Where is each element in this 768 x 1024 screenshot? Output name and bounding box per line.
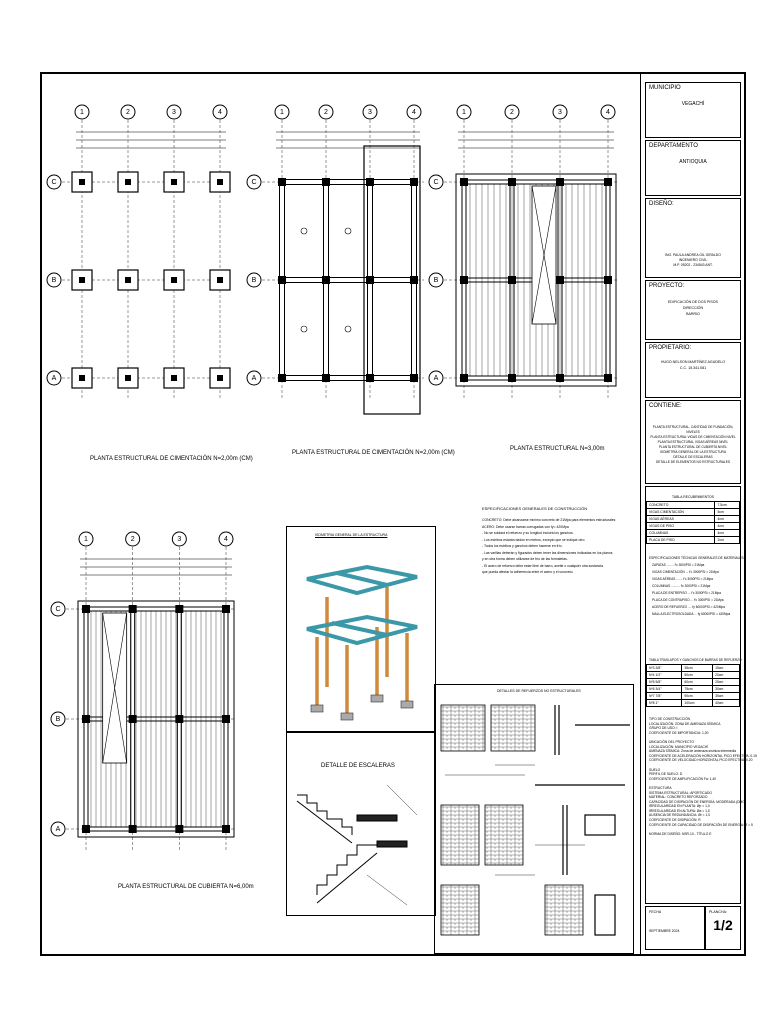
materials-lines	[646, 562, 740, 618]
propietario-lines	[646, 359, 740, 371]
note-line: PERFIL DE SUELO: D	[649, 772, 683, 777]
plancha-label: PLANCHA:	[709, 910, 727, 914]
column	[217, 277, 223, 283]
axis-label: 1	[80, 108, 84, 116]
table-cell: Nº7 7/8"	[647, 693, 682, 700]
propietario-line: HUGO NELSON MARTÍNEZ AGUDELO	[660, 360, 726, 364]
column	[278, 276, 286, 284]
note-line: MATERIAL: CONCRETO REFORZADO	[649, 795, 708, 800]
proyecto-lines	[646, 299, 740, 317]
note-line: COEFICIENTE DE IMPORTANCIA: 1,00	[649, 730, 709, 735]
column	[278, 178, 286, 186]
diseno-line: INGENIERO CIVIL	[678, 258, 708, 262]
table-cell: VIGAS CIMENTACIÓN	[647, 509, 715, 516]
column	[460, 374, 468, 382]
notes-lines	[646, 717, 757, 836]
column	[410, 374, 418, 382]
axis-label: A	[55, 825, 61, 833]
column	[222, 605, 230, 613]
note-line: COEFICIENTE DE DISIPACIÓN: R	[649, 818, 701, 823]
spec-line: ACERO: Debe usarse barras corrugadas con fy= 420Mpa	[482, 524, 569, 529]
column	[217, 179, 223, 185]
table-cell: 30cm	[713, 686, 740, 693]
note-line: ESTRUCTURA	[649, 785, 672, 790]
stairs-drawing	[287, 775, 435, 915]
table-row	[647, 693, 740, 700]
spec-line: - Las varillas deberán y figurados deben tener las dimensiones indicadas en los planos	[482, 550, 613, 555]
municipio-box	[645, 82, 741, 138]
table-row	[647, 679, 740, 686]
axis-label: 1	[280, 108, 284, 116]
spec-line: - Los estribos estarán dados en metros, excepto que se indique otro.	[482, 537, 586, 542]
plancha-box	[705, 906, 741, 950]
diseno-label: DISEÑO:	[649, 201, 674, 207]
recub-title: TABLA RECUBRIMIENTOS	[672, 495, 714, 499]
axis-label: 2	[126, 108, 130, 116]
axis-label: A	[251, 374, 257, 382]
contiene-line: ISOMETRÍA GENERAL DE LA ESTRUCTURA	[660, 450, 726, 454]
slab-mark	[345, 326, 351, 332]
column	[82, 605, 90, 613]
note-line: IRREGULARIDAD EN PLANTA: Øp = 1,0	[649, 804, 710, 809]
column	[175, 825, 183, 833]
slab-mark	[301, 228, 307, 234]
note-line: SISTEMA ESTRUCTURAL: APORTICADO	[649, 790, 712, 795]
axis-label: 3	[177, 535, 182, 543]
drawing-sheet	[40, 72, 757, 956]
diseno-line: ING. PAULA ANDREA GIL GIRALDO	[665, 253, 721, 257]
contiene-line: PLANTA ESTRUCTURAL, CANTIDAD DE FUNDACIÓN, NIVELES	[652, 425, 734, 434]
note-line: CAPACIDAD DE DISIPACIÓN DE ENERGÍA: MODERADA (DMO)	[649, 799, 746, 804]
contiene-line: PLANTA ESTRUCTURAL DE CUBIERTA NIVEL	[658, 445, 728, 449]
table-cell: 100cm	[682, 700, 713, 707]
note-line: LOCALIZACIÓN: MUNICIPIO VEGACHÍ	[649, 744, 709, 749]
contiene-lines	[646, 425, 740, 465]
column	[222, 825, 230, 833]
plan-4-title: PLANTA ESTRUCTURAL DE CUBIERTA N=6,00m	[118, 884, 254, 890]
table-cell: VIGAS AÉREAS	[647, 516, 715, 523]
table-cell: 2cm	[715, 537, 740, 544]
note-line: IRREGULARIDAD EN ALTURA: Øa = 1,0	[649, 808, 710, 813]
propietario-label: PROPIETARIO:	[649, 345, 692, 351]
spec-line: - No se soldará el refuerzo y su longitud incluirá los ganchos.	[482, 531, 574, 535]
column	[222, 715, 230, 723]
material-line: VIGAS AÉREAS ....... f'c 3000PSI = 21Mpa	[652, 577, 713, 581]
propietario-line: C.C. 15.341.081	[679, 366, 707, 370]
contiene-label: CONTIENE:	[649, 403, 682, 409]
note-line: AUSENCIA DE REDUNDANCIA: Ør = 1,0	[649, 813, 711, 818]
table-cell: 35cm	[713, 693, 740, 700]
material-line: PLACA DE CONTRAPISO ... f'c 3000PSI = 21Mpa	[652, 598, 724, 602]
note-line: AMENAZA SÍSMICA: Zona de amenaza sísmica intermedia	[649, 749, 737, 754]
column	[125, 277, 131, 283]
table-row	[647, 509, 740, 516]
tables-box	[645, 486, 757, 904]
material-line: PLACA DE ENTREPISO ... f'c 3000PSI = 21Mpa	[652, 591, 721, 595]
column	[125, 375, 131, 381]
beam	[279, 180, 417, 185]
contiene-line: PLANTA ESTRUCTURAL VIGAS DE CIMENTACIÓN NIVEL	[650, 435, 736, 439]
axis-label: 2	[510, 108, 514, 116]
recub-table	[646, 501, 740, 544]
table-cell: VIGAS DE PISO	[647, 523, 715, 530]
column	[129, 715, 137, 723]
material-line: ACERO DE REFUERZO .... fy 60000PSI = 420Mpa	[652, 605, 725, 609]
table-cell: 20cm	[713, 672, 740, 679]
diseno-line: M.P. 05202 - 234543 ANT.	[673, 263, 713, 267]
spec-line: y en otra forma deben utilizarse de frío de las formaletas.	[482, 557, 568, 561]
proyecto-line: DIRECCIÓN	[682, 306, 704, 310]
table-cell: CONCRETO	[647, 502, 715, 509]
beam	[83, 827, 229, 831]
spec-line: CONCRETO: Debe alcanzarse mínimo concreto de 21Mpa para elementos estructurales	[482, 518, 616, 522]
table-cell: 90cm	[682, 693, 713, 700]
column	[322, 178, 330, 186]
axis-label: C	[51, 178, 57, 186]
table-row	[647, 686, 740, 693]
note-line: GRUPO DE USO: I	[649, 726, 678, 731]
table-row	[647, 537, 740, 544]
table-row	[647, 665, 740, 672]
axis-label: B	[251, 276, 257, 284]
axis-label: 2	[324, 108, 328, 116]
proyecto-line: EDIFICACIÓN DE DOS PISOS	[668, 300, 718, 304]
column	[366, 178, 374, 186]
column	[278, 374, 286, 382]
table-row	[647, 700, 740, 707]
diseno-box	[645, 198, 741, 278]
axis-label: B	[51, 276, 57, 284]
column	[460, 178, 468, 186]
column	[217, 375, 223, 381]
municipio-value: VEGACHÍ	[681, 101, 705, 107]
stairs-panel	[286, 732, 436, 916]
table-cell: 5cm	[715, 509, 740, 516]
axis-label: A	[433, 374, 439, 382]
spec-line: - Todos los estribos y ganchos deben hacerse en frío.	[482, 544, 563, 548]
material-line: ZAPATAS ........ f'c 3000PSI = 21Mpa	[652, 563, 705, 567]
column	[175, 715, 183, 723]
note-line: UBICACIÓN DEL PROYECTO	[649, 739, 694, 744]
spec-line: que pueda afectar la adherencia entre el acero y el concreto.	[482, 570, 574, 574]
table-cell: 4cm	[715, 523, 740, 530]
departamento-value: ANTIOQUIA	[679, 159, 707, 165]
table-cell: 50cm	[682, 672, 713, 679]
departamento-box	[645, 140, 741, 196]
note-line: NORMA DE DISEÑO: NSR-10 - TÍTULO E	[649, 831, 712, 836]
table-cell: 4cm	[715, 516, 740, 523]
contiene-line: DETALLE DE ELEMENTOS NO ESTRUCTURALES	[655, 460, 731, 464]
municipio-label: MUNICIPIO	[649, 85, 681, 91]
column	[322, 276, 330, 284]
specifications-block	[482, 506, 632, 576]
column	[366, 276, 374, 284]
diseno-lines	[646, 253, 740, 268]
plan-2-title: PLANTA ESTRUCTURAL DE CIMENTACIÓN N=2,00m (CM)	[292, 450, 455, 456]
departamento-label: DEPARTAMENTO	[649, 143, 698, 149]
axis-label: 2	[130, 535, 135, 543]
note-line: SUELO	[649, 767, 661, 772]
column	[171, 277, 177, 283]
note-line: COEFICIENTE DE ACELERACIÓN HORIZONTAL PICO EFECTIVA: 0.15	[649, 753, 757, 758]
table-cell: 60cm	[682, 679, 713, 686]
column	[322, 374, 330, 382]
column	[460, 276, 468, 284]
plancha-value: 1/2	[713, 917, 733, 933]
axis-label: 3	[558, 108, 562, 116]
beam	[83, 607, 229, 611]
propietario-box	[645, 342, 741, 398]
table-cell: Nº4 1/2"	[647, 672, 682, 679]
column	[82, 715, 90, 723]
note-line: COEFICIENTE DE VELOCIDAD HORIZONTAL PICO EFECTIVA: 0.20	[649, 758, 753, 763]
column	[604, 374, 612, 382]
reinforcement-title: DETALLES DE REFUERZOS NO ESTRUCTURALES	[497, 689, 581, 693]
column	[410, 178, 418, 186]
axis-label: 4	[218, 108, 222, 116]
table-cell: 25cm	[713, 679, 740, 686]
contiene-line: PLANTA ESTRUCTURAL VIGAS AÉREAS NIVEL	[657, 440, 729, 444]
specs-lines	[482, 517, 632, 576]
axis-label: C	[55, 605, 61, 613]
column	[125, 179, 131, 185]
column	[82, 825, 90, 833]
column	[171, 179, 177, 185]
fecha-value: SEPTIEMBRE 2024	[649, 929, 680, 933]
axis-label: B	[433, 276, 439, 284]
column	[129, 825, 137, 833]
column	[79, 375, 85, 381]
note-line: LOCALIZACIÓN: ZONA DE AMENAZA SÍSMICA	[649, 721, 721, 726]
isometric-title: ISOMETRIA GENERAL DE LA ESTRUCTURA	[315, 533, 388, 537]
table-cell: PLACA DE PISO	[647, 537, 715, 544]
fecha-box	[645, 906, 705, 950]
axis-label: 4	[224, 535, 228, 543]
table-cell: 4cm	[715, 530, 740, 537]
table-cell: Nº6 3/4"	[647, 686, 682, 693]
axis-label: 1	[84, 535, 88, 543]
proyecto-label: PROYECTO:	[649, 283, 685, 289]
isometric-panel	[286, 526, 436, 732]
plan-1-title: PLANTA ESTRUCTURAL DE CIMENTACIÓN N=2,00m (CM)	[90, 456, 253, 462]
axis-label: B	[55, 715, 61, 723]
column	[79, 277, 85, 283]
axis-label: C	[433, 178, 439, 186]
axis-label: A	[51, 374, 57, 382]
materials-title: ESPECIFICACIONES TÉCNICAS GENERALES DE MATERIALES	[649, 556, 744, 560]
table-cell: Nº3 3/8"	[647, 665, 682, 672]
column	[604, 178, 612, 186]
stairs-title: DETALLE DE ESCALERAS	[321, 763, 395, 769]
table-row	[647, 672, 740, 679]
column	[175, 605, 183, 613]
proyecto-line: BARRIO	[686, 312, 700, 316]
table-cell: Nº5 5/8"	[647, 679, 682, 686]
table-cell: COLUMNAS	[647, 530, 715, 537]
beam	[461, 180, 611, 184]
beam	[279, 278, 417, 283]
plan-3-title: PLANTA ESTRUCTURAL N=3,00m	[510, 446, 605, 452]
fecha-label: FECHA	[649, 910, 662, 914]
splice-title: TABLA TRASLAPOS Y GANCHOS DE BARRAS DE REFUERZO	[649, 658, 742, 662]
axis-label: C	[251, 178, 257, 186]
material-line: MALLA ELECTROSOLDADA ... fy 60000PSI = 420Mpa	[652, 612, 731, 616]
table-row	[647, 502, 740, 509]
beam	[461, 376, 611, 380]
table-cell: 35cm	[682, 665, 713, 672]
column	[410, 276, 418, 284]
axis-label: 3	[172, 108, 176, 116]
slab-mark	[301, 326, 307, 332]
table-cell: 40cm	[713, 700, 740, 707]
axis-label: 1	[462, 108, 466, 116]
slab-mark	[345, 228, 351, 234]
reinforcement-drawing	[435, 695, 633, 953]
column	[366, 374, 374, 382]
isometric-drawing	[287, 537, 435, 733]
axis-label: 3	[368, 108, 372, 116]
contiene-line: DETALLE DE ESCALERAS	[673, 455, 713, 459]
table-row	[647, 530, 740, 537]
specs-title: ESPECIFICACIONES GENERALES DE CONSTRUCCIÓN	[482, 506, 588, 511]
proyecto-box	[645, 280, 741, 340]
table-cell: 7.5cm	[715, 502, 740, 509]
splice-table	[646, 664, 740, 707]
table-cell: Nº8 1"	[647, 700, 682, 707]
reinforcement-panel	[434, 684, 634, 954]
table-cell: 75cm	[682, 686, 713, 693]
material-line: VIGAS CIMENTACIÓN ... f'c 3000PSI = 21Mpa	[652, 570, 719, 574]
axis-label: 4	[412, 108, 416, 116]
column	[79, 179, 85, 185]
table-cell: 15cm	[713, 665, 740, 672]
note-line: COEFICIENTE DE AMPLIFICACIÓN Fa: 1.40	[649, 776, 717, 781]
table-row	[647, 523, 740, 530]
title-block	[640, 74, 757, 954]
material-line: COLUMNAS .......... f'c 3000PSI = 21Mpa	[652, 584, 711, 588]
column	[129, 605, 137, 613]
table-row	[647, 516, 740, 523]
spec-line: - El acero de refuerzo debe estar libre de barro, aceite o cualquier otra sustancia	[482, 563, 604, 568]
axis-label: 4	[606, 108, 610, 116]
note-line: COEFICIENTE DE CAPACIDAD DE DISIPACIÓN DE ENERGÍA: R = 5	[649, 822, 753, 827]
column	[171, 375, 177, 381]
column	[604, 276, 612, 284]
note-line: TIPO DE CONSTRUCCIÓN	[649, 717, 691, 721]
contiene-box	[645, 400, 741, 484]
beam	[279, 376, 417, 381]
